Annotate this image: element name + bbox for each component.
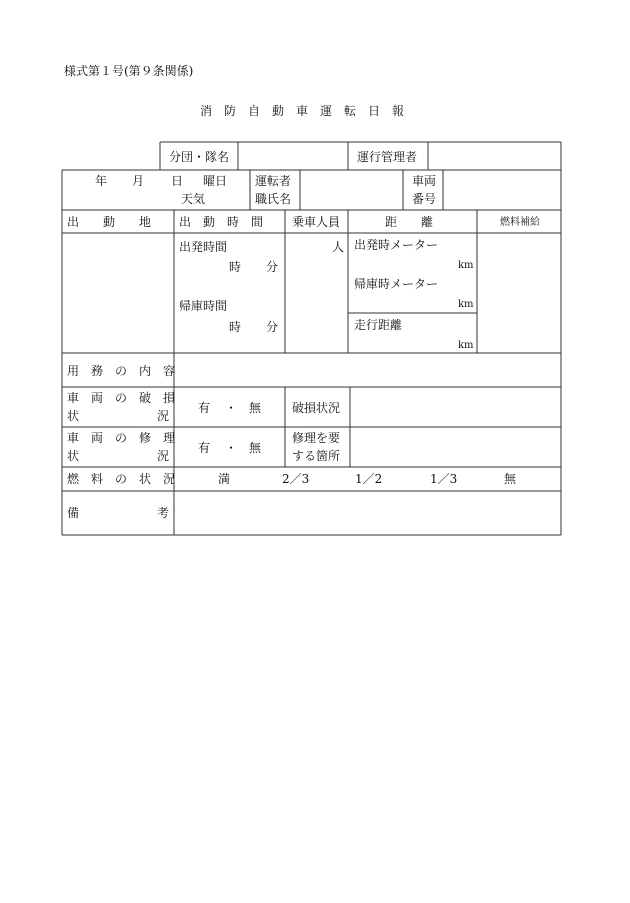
return-meter-unit: km <box>458 299 474 310</box>
repair-label-1: 車 両 の 修 理 <box>67 431 176 445</box>
date-weekday: 曜日 <box>203 174 228 188</box>
remarks-label-2: 考 <box>157 506 170 520</box>
damage-label-1: 車 両 の 破 損 <box>67 391 176 405</box>
depart-minute-label: 分 <box>266 260 279 274</box>
page-title: 消 防 自 動 車 運 転 日 報 <box>200 104 405 118</box>
fuel-option-empty: 無 <box>504 472 517 486</box>
form-number: 様式第１号(第９条関係) <box>64 64 194 78</box>
damage-label-2b: 況 <box>157 409 170 423</box>
run-distance-unit: km <box>458 340 474 351</box>
fuel-option-two-thirds: 2／3 <box>282 472 310 486</box>
depart-meter-label: 出発時メーター <box>354 238 439 252</box>
return-minute-label: 分 <box>266 320 279 334</box>
return-hour-label: 時 <box>229 320 242 334</box>
depart-meter-unit: km <box>458 260 474 271</box>
vehicle-label-2: 番号 <box>412 192 437 206</box>
vehicle-label-1: 車両 <box>412 174 437 188</box>
col-dispatch-place: 出 動 地 <box>67 215 152 229</box>
date-day: 日 <box>171 174 184 188</box>
col-distance: 距 離 <box>385 215 434 229</box>
repair-need-label-1: 修理を要 <box>292 431 341 445</box>
return-meter-label: 帰庫時メーター <box>354 277 439 291</box>
damage-label-2a: 状 <box>67 409 80 423</box>
repair-dot: ・ <box>225 441 238 455</box>
date-month: 月 <box>132 174 145 188</box>
repair-label-2b: 況 <box>157 449 170 463</box>
remarks-label-1: 備 <box>67 506 80 520</box>
driver-label-1: 運転者 <box>255 174 292 188</box>
date-year: 年 <box>95 174 108 188</box>
damage-no: 無 <box>249 401 262 415</box>
col-fuel-supply: 燃料補給 <box>500 217 540 228</box>
driver-label-2: 職氏名 <box>255 192 292 206</box>
return-time-label: 帰庫時間 <box>179 299 228 313</box>
depart-time-label: 出発時間 <box>179 240 228 254</box>
damage-yes: 有 <box>198 401 211 415</box>
damage-status-label: 破損状況 <box>292 401 341 415</box>
fuel-option-half: 1／2 <box>355 472 383 486</box>
repair-label-2a: 状 <box>67 449 80 463</box>
crew-unit: 人 <box>332 240 345 254</box>
damage-dot: ・ <box>225 401 238 415</box>
manager-label: 運行管理者 <box>357 150 418 164</box>
fuel-status-label: 燃 料 の 状 況 <box>67 472 176 486</box>
repair-no: 無 <box>249 441 262 455</box>
weather-label: 天気 <box>181 192 206 206</box>
work-content-label: 用 務 の 内 容 <box>67 364 176 378</box>
run-distance-label: 走行距離 <box>354 318 403 332</box>
col-crew: 乗車人員 <box>292 215 341 229</box>
repair-yes: 有 <box>198 441 211 455</box>
col-dispatch-time: 出 動 時 間 <box>179 215 264 229</box>
division-label: 分団・隊名 <box>169 150 230 164</box>
fuel-option-full: 満 <box>218 472 231 486</box>
depart-hour-label: 時 <box>229 260 242 274</box>
fuel-option-one-third: 1／3 <box>430 472 458 486</box>
repair-need-label-2: する箇所 <box>292 449 341 463</box>
